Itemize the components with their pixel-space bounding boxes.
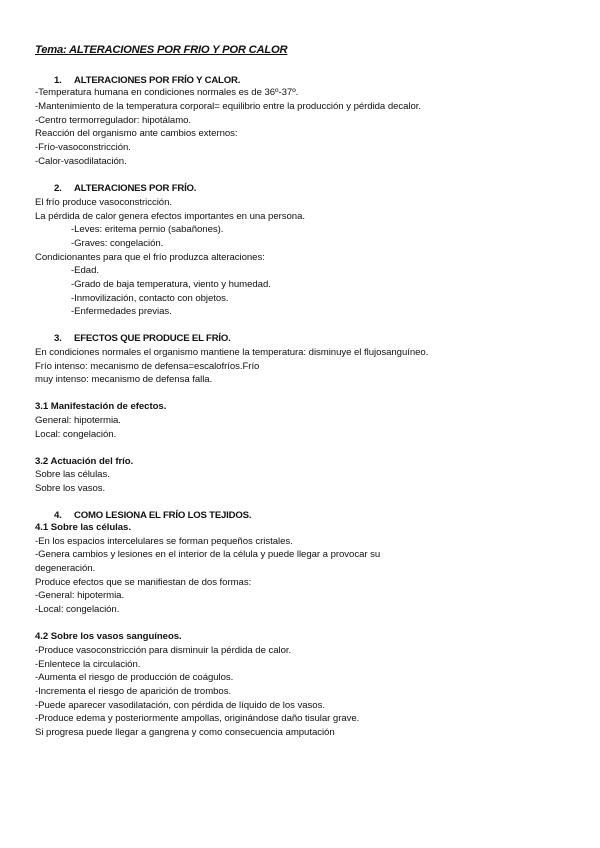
section-2-number: 2. — [54, 183, 62, 194]
section-1-number: 1. — [54, 75, 62, 86]
text-line-indented: -Inmovilización, contacto con objetos. — [71, 293, 229, 304]
subsection-4-2-heading: 4.2 Sobre los vasos sanguíneos. — [35, 631, 182, 642]
text-line: Local: congelación. — [35, 429, 117, 440]
text-line: Sobre los vasos. — [35, 483, 106, 494]
text-line: En condiciones normales el organismo mantiene la temperatura: disminuye el flujosanguíneo. — [35, 347, 429, 358]
section-3-number: 3. — [54, 333, 62, 344]
text-line: El frío produce vasoconstricción. — [35, 197, 172, 208]
text-line: -General: hipotermia. — [35, 590, 125, 601]
text-line: -En los espacios intercelulares se forman pequeños cristales. — [35, 536, 293, 547]
text-line: -Produce edema y posteriormente ampollas, originándose daño tisular grave. — [35, 713, 360, 724]
text-line: Produce efectos que se manifiestan de dos formas: — [35, 577, 252, 588]
text-line: La pérdida de calor genera efectos importantes en una persona. — [35, 211, 305, 222]
text-line: -Produce vasoconstricción para disminuir la pérdida de calor. — [35, 645, 292, 656]
text-line: muy intenso: mecanismo de defensa falla. — [35, 374, 213, 385]
text-line: -Incrementa el riesgo de aparición de trombos. — [35, 686, 232, 697]
text-line: -Temperatura humana en condiciones normales es de 36º-37º. — [35, 87, 299, 98]
text-line: -Enlentece la circulación. — [35, 659, 141, 670]
text-line: -Calor-vasodilatación. — [35, 156, 127, 167]
section-4-title: COMO LESIONA EL FRÍO LOS TEJIDOS. — [74, 510, 252, 521]
text-line: -Puede aparecer vasodilatación, con pérdida de líquido de los vasos. — [35, 700, 325, 711]
document-title: Tema: ALTERACIONES POR FRIO Y POR CALOR — [35, 44, 288, 56]
text-line: -Local: congelación. — [35, 604, 120, 615]
text-line: Si progresa puede llegar a gangrena y como consecuencia amputación — [35, 727, 335, 738]
section-3-heading — [54, 333, 231, 344]
section-1-title: ALTERACIONES POR FRÍO Y CALOR. — [74, 75, 241, 86]
subsection-4-1-heading: 4.1 Sobre las células. — [35, 522, 131, 533]
text-line-indented: -Graves: congelación. — [71, 238, 164, 249]
text-line-indented: -Leves: eritema pernio (sabañones). — [71, 224, 224, 235]
section-3-title: EFECTOS QUE PRODUCE EL FRÍO. — [74, 333, 231, 344]
section-2-title: ALTERACIONES POR FRÍO. — [74, 183, 197, 194]
text-line-indented: -Grado de baja temperatura, viento y humedad. — [71, 279, 271, 290]
text-line: Condicionantes para que el frío produzca alteraciones: — [35, 252, 265, 263]
text-line: degeneración. — [35, 563, 96, 574]
text-line: General: hipotermia. — [35, 415, 121, 426]
text-line-indented: -Edad. — [71, 265, 99, 276]
section-4-heading — [54, 510, 251, 521]
text-line: Reacción del organismo ante cambios externos: — [35, 128, 238, 139]
section-4-number: 4. — [54, 510, 62, 521]
subsection-3-1-heading: 3.1 Manifestación de efectos. — [35, 401, 167, 412]
section-1-heading — [54, 75, 240, 86]
text-line: -Mantenimiento de la temperatura corporal= equilibrio entre la producción y pérdida decalor. — [35, 101, 422, 112]
text-line: -Aumenta el riesgo de producción de coágulos. — [35, 672, 234, 683]
text-line: Frío intenso: mecanismo de defensa=escalofríos.Frío — [35, 361, 260, 372]
text-line: Sobre las células. — [35, 469, 110, 480]
text-line: -Genera cambios y lesiones en el interior de la célula y puede llegar a provocar su — [35, 549, 381, 560]
text-line: -Centro termorregulador: hipotálamo. — [35, 115, 192, 126]
section-2-heading — [54, 183, 196, 194]
subsection-3-2-heading: 3.2 Actuación del frío. — [35, 456, 134, 467]
text-line: -Frío-vasoconstricción. — [35, 142, 131, 153]
text-line-indented: -Enfermedades previas. — [71, 306, 172, 317]
